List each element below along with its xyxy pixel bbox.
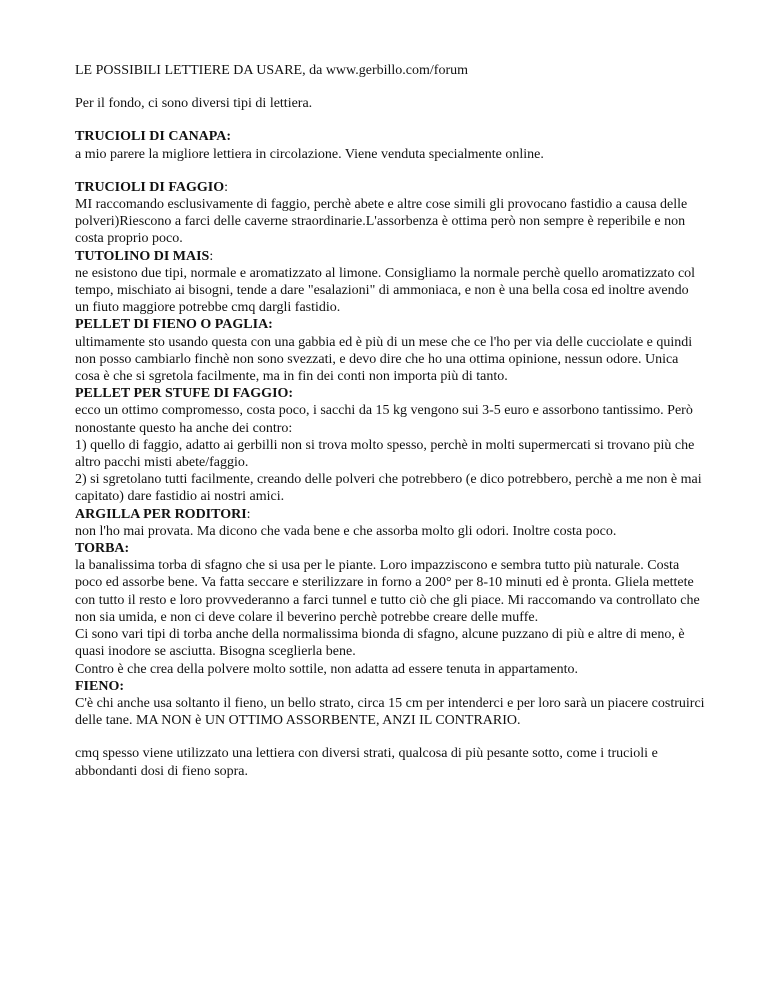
- section-heading: TRUCIOLI DI CANAPA:: [75, 129, 232, 145]
- closing-text: cmq spesso viene utilizzato una lettiera con diversi strati, qualcosa di più pesante sotto, come i trucioli e abbondanti dosi di fieno sopra.: [75, 746, 658, 779]
- document-title: LE POSSIBILI LETTIERE DA USARE, da www.gerbillo.com/forum: [75, 63, 468, 78]
- section-paragraph: ecco un ottimo compromesso, costa poco, i sacchi da 15 kg vengono sui 3-5 euro e assorbono tantissimo. Però nonostante questo ha anche dei contro:: [75, 403, 693, 436]
- section-paragraph: 1) quello di faggio, adatto ai gerbilli non si trova molto spesso, perchè in molti supermercati si trovano più che altro pacchi misti abete/faggio.: [75, 437, 695, 471]
- section-paragraph: ultimamente sto usando questa con una gabbia ed è più di un mese che ce l'ho per via delle cucciolate e quindi non posso cambiarlo finchè non sono svezzati, e devo dire che ho una ottima opinione, nessun odore. Unica cosa è che si sgretola facilmente, ma in fin dei conti non importa più di tanto.: [75, 334, 693, 385]
- section-argilla: [75, 506, 705, 540]
- section-fieno: [75, 678, 705, 730]
- heading-suffix: :: [209, 248, 214, 264]
- section-paragraph: Contro è che crea della polvere molto sottile, non adatta ad essere tenuta in appartamento.: [75, 661, 579, 677]
- section-tutolino-mais: [75, 248, 705, 317]
- heading-suffix: :: [224, 179, 228, 195]
- section-paragraph: non l'ho mai provata. Ma dicono che vada bene e che assorba molto gli odori. Inoltre costa poco.: [75, 523, 617, 539]
- section-trucioli-canapa: [75, 128, 705, 162]
- section-paragraph: Ci sono vari tipi di torba anche della normalissima bionda di sfagno, alcune puzzano di più e altre di meno, è quasi inodore se asciutta. Bisogna sceglierla bene.: [75, 627, 685, 660]
- section-heading: ARGILLA PER RODITORI: [75, 506, 247, 522]
- section-heading: TRUCIOLI DI FAGGIO: [75, 179, 225, 195]
- section-paragraph: 2) si sgretolano tutti facilmente, creando delle polveri che potrebbero (e dico potrebbero, perchè a me non è mai capitato) dare fastidio ai nostri amici.: [75, 472, 702, 505]
- section-pellet-fieno: [75, 316, 705, 385]
- section-heading: FIENO:: [75, 678, 124, 694]
- intro-text: Per il fondo, ci sono diversi tipi di lettiera.: [75, 96, 313, 112]
- heading-suffix: :: [246, 506, 251, 522]
- section-heading: PELLET DI FIENO O PAGLIA:: [75, 317, 273, 333]
- section-paragraph: MI raccomando esclusivamente di faggio, perchè abete e altre cose simili gli provocano fastidio a causa delle polveri)Riescono a farci delle caverne straordinarie.L'assorbenza è ottima però non sempre è reperibile e non costa proprio poco.: [75, 197, 688, 247]
- section-trucioli-faggio: [75, 179, 705, 248]
- section-paragraph: la banalissima torba di sfagno che si usa per le piante. Loro impazziscono e sembra tutto più naturale. Costa poco ed assorbe bene. Va fatta seccare e sterilizzare in forno a 200° per 8-10 minuti ed è pronta. Gliela mettete con tutto il resto e loro provvederanno a farci tunnel e tutto ciò che gli piace. Mi raccomando va controllato che non sia umida, e non ci deve colare il beverino perchè potrebbe creare delle muffe.: [75, 558, 700, 625]
- section-heading: TORBA:: [75, 541, 130, 557]
- section-heading: TUTOLINO DI MAIS: [75, 248, 210, 264]
- section-torba: [75, 540, 705, 678]
- section-pellet-stufe: [75, 385, 705, 505]
- section-heading: PELLET PER STUFE DI FAGGIO:: [75, 386, 294, 402]
- section-paragraph: a mio parere la migliore lettiera in circolazione. Viene venduta specialmente online.: [75, 146, 544, 162]
- document-page: [75, 62, 705, 794]
- section-paragraph: C'è chi anche usa soltanto il fieno, un bello strato, circa 15 cm per intenderci e per loro sarà un piacere costruirci delle tane. MA NON è UN OTTIMO ASSORBENTE, ANZI IL CONTRARIO.: [75, 695, 705, 729]
- section-paragraph: ne esistono due tipi, normale e aromatizzato al limone. Consigliamo la normale perchè quello aromatizzato col tempo, mischiato ai bisogni, tende a dare "esalazioni" di ammoniaca, e non è una bella cosa ed inoltre avendo un fiuto maggiore potrebbe cmq dargli fastidio.: [75, 265, 696, 316]
